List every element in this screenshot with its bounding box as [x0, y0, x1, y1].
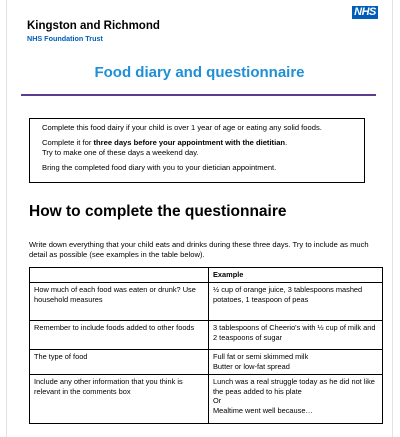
table-row	[30, 321, 383, 350]
document-page	[6, 0, 393, 437]
table-cell-instruction: Include any other information that you think is relevant in the comments box	[30, 375, 209, 424]
table-cell-instruction: How much of each food was eaten or drunk? Use household measures	[30, 283, 209, 321]
org-subtitle: NHS Foundation Trust	[27, 34, 103, 43]
table-header-row	[30, 268, 383, 283]
title-divider	[21, 94, 376, 96]
example-line: Lunch was a real struggle today as he did not like the peas added to his plate	[213, 377, 375, 396]
table-cell-instruction: Remember to include foods added to other foods	[30, 321, 209, 350]
example-line: Or	[213, 396, 222, 406]
table-cell-example	[209, 375, 383, 424]
intro-box	[29, 118, 365, 183]
org-name: Kingston and Richmond	[27, 20, 160, 32]
examples-table	[29, 267, 383, 424]
table-header-example: Example	[209, 268, 383, 283]
intro-line-2-pre: Complete it for	[42, 138, 94, 147]
intro-line-3: Try to make one of these days a weekend day.	[42, 148, 199, 157]
intro-line-1: Complete this food dairy if your child is over 1 year of age or eating any solid foods.	[42, 123, 322, 132]
intro-line-2	[42, 138, 364, 148]
table-row	[30, 283, 383, 321]
table-header-blank	[30, 268, 209, 283]
intro-line-2-bold: three days before your appointment with the dietitian	[93, 138, 286, 147]
example-line: ½ cup of orange juice, 3 tablespoons mashed potatoes, 1 teaspoon of peas	[213, 285, 363, 304]
table-cell-example	[209, 321, 383, 350]
table-row	[30, 375, 383, 424]
section-heading: How to complete the questionnaire	[29, 203, 287, 220]
table-cell-example	[209, 283, 383, 321]
example-line: Butter or low-fat spread	[213, 361, 290, 371]
example-line: 3 tablespoons of Cheerio's with ½ cup of milk and 2 teaspoons of sugar	[213, 323, 376, 342]
lead-text: Write down everything that your child eats and drinks during these three days. Try to include as much detail as possible (see examples in the table below).	[29, 240, 369, 259]
intro-line-2-post: .	[285, 138, 288, 147]
table-row	[30, 350, 383, 375]
intro-line-4: Bring the completed food diary with you to your dietician appointment.	[42, 163, 277, 172]
nhs-logo: NHS	[352, 6, 378, 19]
table-cell-instruction: The type of food	[30, 350, 209, 375]
example-line: Full fat or semi skimmed milk	[213, 352, 309, 361]
table-cell-example	[209, 350, 383, 375]
example-line: Mealtime went well because…	[213, 405, 313, 415]
page-title: Food diary and questionnaire	[94, 64, 305, 81]
